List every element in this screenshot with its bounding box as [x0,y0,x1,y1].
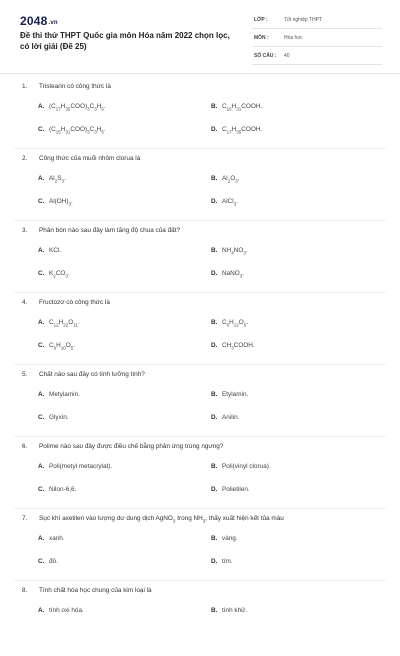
question-text [22,299,110,306]
question-stem: Polime nào sau đây được điều chế bằng phản ứng trùng ngưng? [39,443,224,450]
option-letter: B. [211,391,218,398]
option-b[interactable] [211,247,248,255]
option-c[interactable] [38,414,69,421]
option-d[interactable] [211,558,233,565]
meta-row-count [252,50,382,65]
option-c[interactable] [38,198,73,206]
option-letter: A. [38,463,45,470]
divider [14,220,386,221]
question-number: 2. [22,155,28,162]
question-8 [0,584,400,656]
option-letter: A. [38,103,45,110]
option-letter: B. [211,463,218,470]
logo-text: 2048 [20,14,48,28]
option-text: $NH_4NO_3$. [222,247,248,256]
option-letter: D. [211,270,218,277]
question-stem: Phân bón nào sau đây làm tăng độ chua của đất? [39,227,181,234]
option-letter: A. [38,175,45,182]
option-text: Glyxin. [49,414,69,421]
option-text: $Al(OH)_3$. [49,198,73,207]
option-b[interactable] [211,175,239,183]
option-letter: C. [38,486,45,493]
question-5 [0,368,400,440]
option-text: vàng. [222,535,238,542]
question-3 [0,224,400,296]
question-stem: Tristearin có công thức là [39,83,111,90]
option-text: xanh. [49,535,65,542]
option-c[interactable] [38,270,70,278]
meta-label: MÔN : [254,35,269,41]
site-logo[interactable] [20,14,58,28]
option-letter: D. [211,414,218,421]
option-a[interactable] [38,175,66,183]
question-text [22,83,111,90]
meta-value: Hóa học [284,35,303,41]
divider [14,292,386,293]
option-letter: B. [211,247,218,254]
option-b[interactable] [211,319,248,327]
option-letter: A. [38,535,45,542]
question-7 [0,512,400,584]
option-text: $C_{17}H_{35}COOH$. [222,126,263,135]
option-letter: B. [211,607,218,614]
divider [14,580,386,581]
meta-label: LỚP : [254,17,268,23]
option-b[interactable] [211,103,262,111]
option-c[interactable] [38,486,76,493]
option-text: Etylamin. [222,391,249,398]
option-text: $Al_2O_3$. [222,175,240,184]
option-letter: C. [38,414,45,421]
option-d[interactable] [211,198,238,206]
question-number: 3. [22,227,28,234]
option-c[interactable] [38,342,75,350]
option-text: Poli(vinyl clorua). [222,463,271,470]
question-stem: Chất nào sau đây có tính lưỡng tính? [39,371,145,378]
question-text [22,371,145,378]
question-2 [0,152,400,224]
option-letter: C. [38,126,45,133]
option-a[interactable] [38,103,106,111]
question-number: 6. [22,443,28,450]
question-6 [0,440,400,512]
option-text: tính oxi hóa. [49,607,84,614]
meta-label: SỐ CÂU : [254,53,277,59]
option-text: $C_6H_{12}O_6$. [222,319,249,328]
option-a[interactable] [38,391,80,398]
option-a[interactable] [38,607,84,614]
question-number: 1. [22,83,28,90]
question-text [22,227,180,234]
option-text: tính khử. [222,607,248,614]
option-text: Metylamin. [49,391,80,398]
option-d[interactable] [211,342,255,350]
option-text: đỏ. [49,558,58,565]
question-number: 4. [22,299,28,306]
question-stem: Sục khí axetilen vào lượng dư dung dịch AgNO$_3$ trong $NH_3$, thấy xuất hiện kết tủa màu [39,515,284,524]
divider [14,436,386,437]
exam-title: Đề thi thử THPT Quốc gia môn Hóa năm 2022 chọn lọc, có lời giải (Đề 25) [20,31,230,51]
option-b[interactable] [211,463,271,470]
logo-suffix: .vn [48,20,58,26]
option-text: Nilon-6,6. [49,486,77,493]
option-letter: D. [211,558,218,565]
question-number: 8. [22,587,28,594]
option-letter: C. [38,270,45,277]
option-a[interactable] [38,247,61,254]
option-letter: D. [211,342,218,349]
question-4 [0,296,400,368]
question-stem: Fructozơ có công thức là [39,299,110,306]
option-a[interactable] [38,463,112,470]
question-stem: Tính chất hóa học chung của kim loại là [39,587,152,594]
option-text: $C_6H_{10}O_5$. [49,342,76,351]
meta-row-subject [252,32,382,47]
question-number: 5. [22,371,28,378]
option-letter: B. [211,103,218,110]
option-d[interactable] [211,126,262,134]
meta-value: 40 [284,53,290,59]
option-letter: B. [211,175,218,182]
question-text [22,587,152,594]
option-c[interactable] [38,558,58,565]
exam-meta [252,14,382,68]
option-letter: C. [38,558,45,565]
option-b[interactable] [211,535,238,542]
option-text: Polietilen. [222,486,250,493]
header-divider [0,73,400,74]
option-letter: D. [211,486,218,493]
option-b[interactable] [211,391,248,398]
option-letter: A. [38,247,45,254]
divider [14,364,386,365]
option-letter: D. [211,126,218,133]
option-a[interactable] [38,319,80,327]
option-c[interactable] [38,126,106,134]
option-text: $K_2CO_3$. [49,270,70,279]
question-stem: Công thức của muối nhôm clorua là [39,155,141,162]
option-text: KCl. [49,247,62,254]
option-text: tím. [222,558,233,565]
option-d[interactable] [211,486,250,493]
option-d[interactable] [211,414,239,421]
option-text: $(C_{17}H_{35}COO)_3C_3H_5$. [49,103,106,112]
question-number: 7. [22,515,28,522]
option-text: $C_{15}H_{31}COOH$. [222,103,263,112]
option-text: $(C_{15}H_{31}COO)_3C_3H_5$. [49,126,106,135]
option-text: $Al_2S_3$. [49,175,66,184]
question-1 [0,80,400,152]
option-letter: A. [38,319,45,326]
option-text: Anilin. [222,414,240,421]
option-text: Poli(metyl metacrylat). [49,463,113,470]
question-list [0,80,400,656]
option-letter: B. [211,319,218,326]
option-letter: A. [38,391,45,398]
divider [14,508,386,509]
option-a[interactable] [38,535,65,542]
option-letter: D. [211,198,218,205]
meta-row-class [252,14,382,29]
option-letter: C. [38,342,45,349]
divider [14,148,386,149]
meta-value: Tốt nghiệp THPT [284,17,322,23]
question-text [22,443,223,450]
question-text [22,515,284,523]
option-text: NaNO$_3$. [222,270,245,279]
option-d[interactable] [211,270,244,278]
option-text: $C_{12}H_{22}O_{11}$. [49,319,80,328]
option-letter: A. [38,607,45,614]
header [0,0,400,70]
option-b[interactable] [211,607,247,614]
question-text [22,155,140,162]
option-letter: B. [211,535,218,542]
option-letter: C. [38,198,45,205]
option-text: $CH_3COOH$. [222,342,255,351]
option-text: AlCl$_3$. [222,198,239,207]
